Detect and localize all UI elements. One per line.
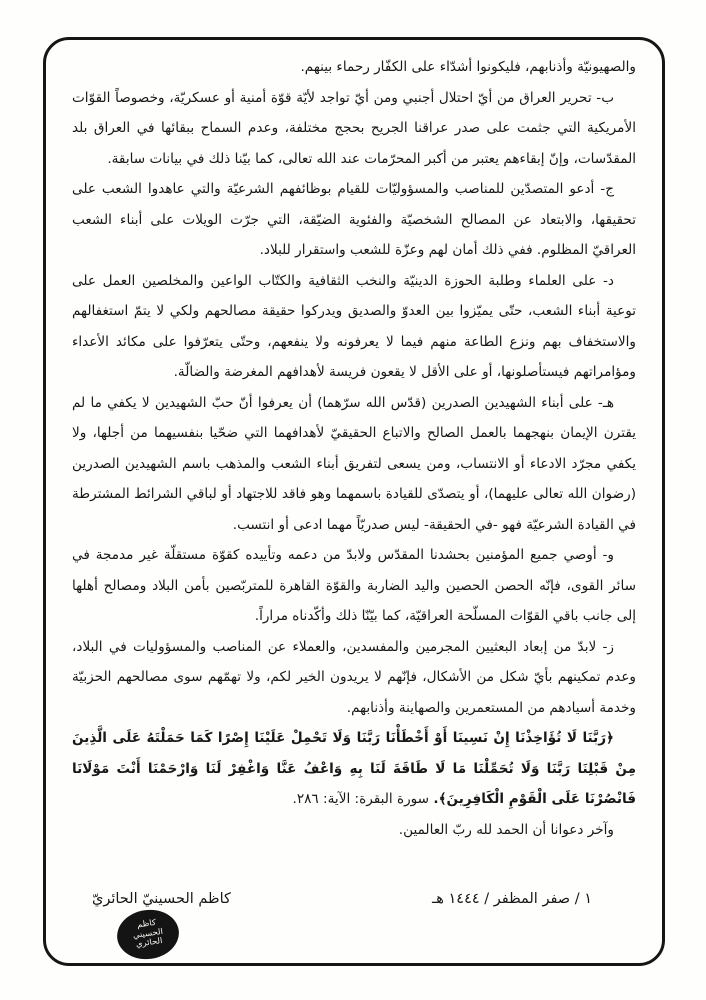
document-body xyxy=(72,52,636,853)
closing-line: وآخر دعوانا أن الحمد لله ربّ العالمين. xyxy=(398,821,614,838)
page-border-frame xyxy=(43,37,665,966)
footer xyxy=(92,891,592,907)
paragraph-item-b: ب- تحرير العراق من أيّ احتلال أجنبي ومن أيّ تواجد لأيّة قوّة أمنية أو عسكريّة، وخصوصاً القوّات الأمريكية التي جثمت على صدر عراقنا الجريح بحجج مختلفة، وعدم السماح ببقائها في العراق بلد المقدّسات، وإنّ إبقاءهم يعتبر من أكبر المحرّمات عند الله تعالى، كما بيّنا ذلك في بيانات سابقة. xyxy=(72,89,636,167)
paragraph-item-d: د- على العلماء وطلبة الحوزة الدينيّة والنخب الثقافية والكتّاب الواعين والمخلصين العمل على توعية أبناء الشعب، حتّى يميّزوا بين العدوّ والصديق ويدركوا حقيقة مصالحهم ولكي لا يتمّ استغفالهم والاستخفاف بهم ونزع الطاعة منهم فيما لا يعرفونه ولا ينفعهم، وحتّى يتعرّفوا على مكائد الأعداء ومؤامراتهم فيستأصلونها، أو على الأقل لا يقعون فريسة لأهدافهم المغرضة والضالّة. xyxy=(72,272,636,380)
stamp-line-3: الحائري xyxy=(135,936,164,950)
stamp-line-1: كاظم xyxy=(136,917,157,931)
paragraph-item-z: ز- لابدّ من إبعاد البعثيين المجرمين والمفسدين، والعملاء عن المناصب والمسؤوليات في البلاد، وعدم تمكينهم بأيّ شكل من الأشكال، فإنّهم لا يريدون الخير لكم، ولا تهمّهم سوى مصالحهم الحزبيّة وخدمة أسيادهم من المستعمرين والصهاينة وأذنابهم. xyxy=(72,638,636,716)
date-line: ١ / صفر المظفر / ١٤٤٤ هـ xyxy=(432,891,592,907)
paragraph-item-h: هـ- على أبناء الشهيدين الصدرين (قدّس الله سرّهما) أن يعرفوا أنّ حبّ الشهيدين لا يكفي ما لم يقترن الإيمان بنهجهما بالعمل الصالح والاتباع الحقيقيّ لأهدافهما التي ضحّيا بنفسيهما من أجلها، ولا يكفي مجرّد الادعاء أو الانتساب، ومن يسعى لتفريق أبناء الشعب والمذهب باسم الشهيدين الصدرين (رضوان الله تعالى عليهما)، أو يتصدّى للقيادة باسمهما وهو فاقد للاجتهاد أو لباقي الشرائط المشترطة في القيادة الشرعيّة فهو -في الحقيقة- ليس صدريّاً مهما ادعى أو انتسب. xyxy=(72,394,636,533)
signature-name: كاظم الحسينيّ الحائريّ xyxy=(92,891,231,907)
paragraph-continuation: والصهيونيّة وأذنابهم، فليكونوا أشدّاء على الكفّار رحماء بينهم. xyxy=(300,59,636,75)
paragraph-item-j: ج- أدعو المتصدّين للمناصب والمسؤوليّات للقيام بوظائفهم الشرعيّة والتي عاهدوا الشعب على تحقيقها، والابتعاد عن المصالح الشخصيّة والفئوية الضيّقة، التي جرّت الويلات على أبناء الشعب العراقيّ المظلوم. ففي ذلك أمان لهم وعزّة للشعب واستقرار للبلاد. xyxy=(72,181,636,258)
quran-verse-paragraph xyxy=(72,723,636,815)
paragraph-item-w: و- أوصي جميع المؤمنين بحشدنا المقدّس ولابدّ من دعمه وتأييده كقوّة مستقلّة غير مدمجة في سائر القوى، فإنّه الحصن الحصين واليد الضاربة والقوّة القاهرة للمتربّصين بأمن البلاد ومصالح أهلها إلى جانب باقي القوّات المسلّحة العراقيّة، كما بيّنّا ذلك وأكّدناه مراراً. xyxy=(72,547,636,624)
verse-citation: سورة البقرة: الآية: ٢٨٦. xyxy=(292,791,434,807)
stamp-line-2: الحسيني xyxy=(132,926,164,941)
signature-stamp-seal xyxy=(115,907,181,962)
quran-verse-text: ﴿رَبَّنَا لَا تُؤَاخِذْنَا إِنْ نَسِينَا أَوْ أَخْطَأْنَا رَبَّنَا وَلَا تَحْمِلْ عَلَيْنَا إِصْرًا كَمَا حَمَلْتَهُ عَلَى الَّذِينَ مِنْ قَبْلِنَا رَبَّنَا وَلَا تُحَمِّلْنَا مَا لَا طَاقَةَ لَنَا بِهِ وَاعْفُ عَنَّا وَاغْفِرْ لَنَا وَارْحَمْنَا أَنْتَ مَوْلَانَا فَانْصُرْنَا عَلَى الْقَوْمِ الْكَافِرِينَ﴾. xyxy=(72,730,636,807)
